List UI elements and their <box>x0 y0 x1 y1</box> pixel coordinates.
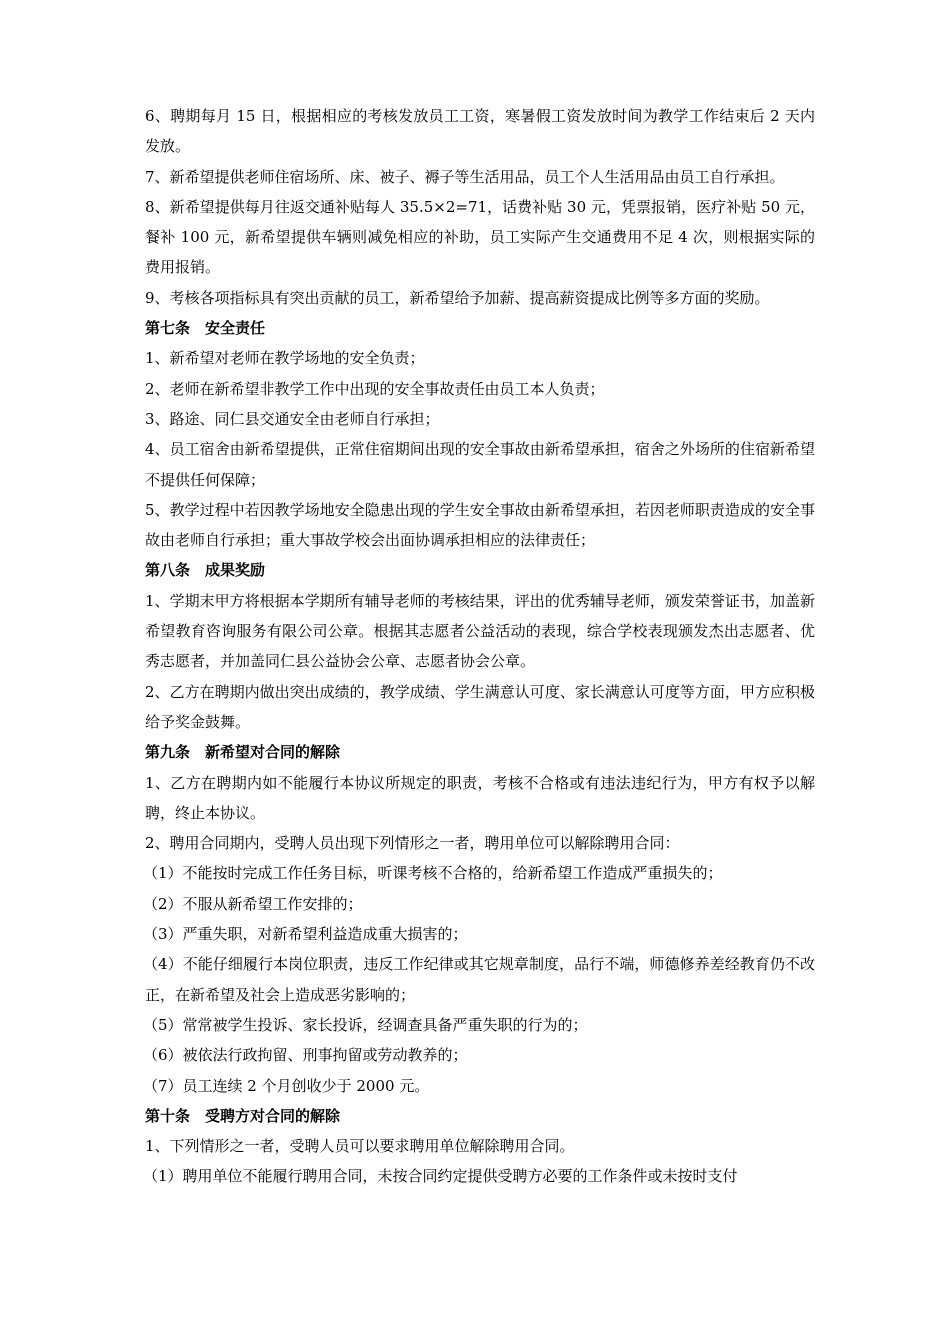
section-8-item-2: 2、乙方在聘期内做出突出成绩的，教学成绩、学生满意认可度、家长满意认可度等方面，甲方应积极给予奖金鼓舞。 <box>145 682 815 731</box>
clause-8: 8、新希望提供每月往返交通补贴每人 35.5×2=71，话费补贴 30 元，凭票报销，医疗补贴 50 元，餐补 100 元，新希望提供车辆则减免相应的补助，员工实际产生交通费用不足 4 次，则根据实际的费用报销。 <box>145 197 815 277</box>
clause-9: 9、考核各项指标具有突出贡献的员工，新希望给予加薪、提高薪资提成比例等多方面的奖励。 <box>145 288 770 307</box>
section-9-subitem-1: （1）不能按时完成工作任务目标，听课考核不合格的，给新希望工作造成严重损失的； <box>143 864 723 883</box>
section-8-heading: 第八条 成果奖励 <box>145 561 266 580</box>
section-10-item-1: 1、下列情形之一者，受聘人员可以要求聘用单位解除聘用合同。 <box>145 1137 575 1156</box>
section-7-item-4: 4、员工宿舍由新希望提供，正常住宿期间出现的安全事故由新希望承担，宿舍之外场所的住宿新希望不提供任何保障； <box>145 440 815 489</box>
section-9-subitem-6: （6）被依法行政拘留、刑事拘留或劳动教养的； <box>143 1046 468 1065</box>
section-7-item-3: 3、路途、同仁县交通安全由老师自行承担； <box>145 409 440 428</box>
clause-7: 7、新希望提供老师住宿场所、床、被子、褥子等生活用品，员工个人生活用品由员工自行承担。 <box>145 167 785 186</box>
section-9-heading: 第九条 新希望对合同的解除 <box>145 743 341 762</box>
section-9-item-2: 2、聘用合同期内，受聘人员出现下列情形之一者，聘用单位可以解除聘用合同： <box>145 834 680 853</box>
section-8-item-1: 1、学期末甲方将根据本学期所有辅导老师的考核结果，评出的优秀辅导老师，颁发荣誉证书，加盖新希望教育咨询服务有限公司公章。根据其志愿者公益活动的表现，综合学校表现颁发杰出志愿者、优秀志愿者，并加盖同仁县公益协会公章、志愿者协会公章。 <box>145 591 815 671</box>
section-9-subitem-4: （4）不能仔细履行本岗位职责，违反工作纪律或其它规章制度，品行不端，师德修养差经教育仍不改正，在新希望及社会上造成恶劣影响的； <box>143 955 815 1004</box>
section-7-item-1: 1、新希望对老师在教学场地的安全负责； <box>145 349 425 368</box>
section-9-subitem-7: （7）员工连续 2 个月创收少于 2000 元。 <box>143 1076 430 1095</box>
section-10-subitem-1: （1）聘用单位不能履行聘用合同，未按合同约定提供受聘方必要的工作条件或未按时支付 <box>143 1167 738 1186</box>
clause-6: 6、聘期每月 15 日，根据相应的考核发放员工工资，寒暑假工资发放时间为教学工作结束后 2 天内发放。 <box>145 107 815 156</box>
document-page <box>145 101 815 1192</box>
section-9-subitem-5: （5）常常被学生投诉、家长投诉，经调查具备严重失职的行为的； <box>143 1015 588 1034</box>
section-10-heading: 第十条 受聘方对合同的解除 <box>145 1106 341 1125</box>
section-9-subitem-2: （2）不服从新希望工作安排的； <box>143 894 363 913</box>
section-7-item-5: 5、教学过程中若因教学场地安全隐患出现的学生安全事故由新希望承担，若因老师职责造成的安全事故由老师自行承担；重大事故学校会出面协调承担相应的法律责任； <box>145 500 815 550</box>
section-7-heading: 第七条 安全责任 <box>145 319 266 338</box>
section-9-subitem-3: （3）严重失职，对新希望利益造成重大损害的； <box>143 925 468 944</box>
section-7-item-2: 2、老师在新希望非教学工作中出现的安全事故责任由员工本人负责； <box>145 379 605 398</box>
section-9-item-1: 1、乙方在聘期内如不能履行本协议所规定的职责，考核不合格或有违法违纪行为，甲方有权予以解聘，终止本协议。 <box>145 773 815 822</box>
